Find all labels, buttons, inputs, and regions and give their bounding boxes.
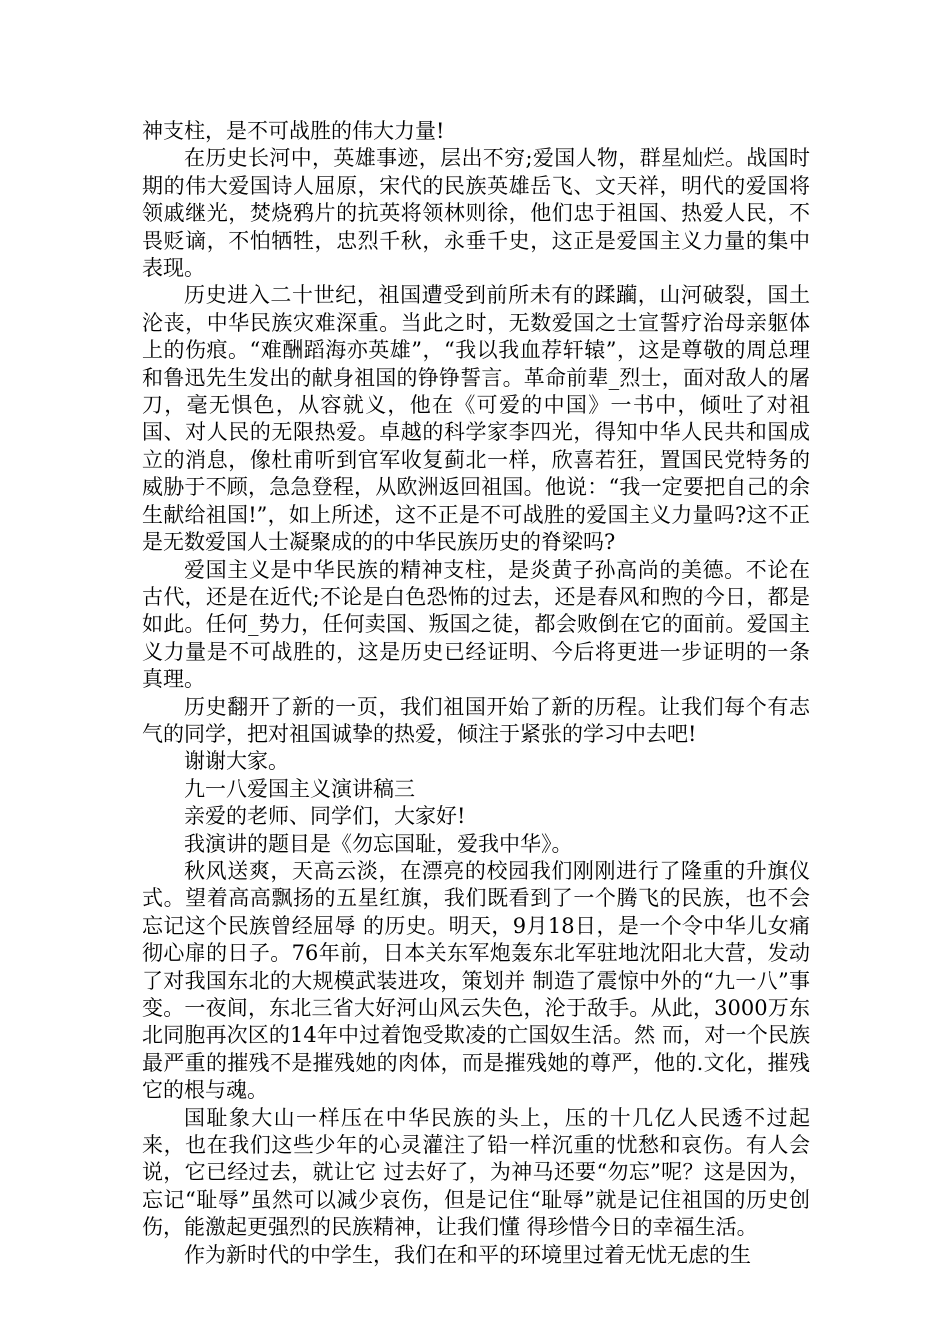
paragraph: 爱国主义是中华民族的精神支柱，是炎黄子孙高尚的美德。不论在古代，还是在近代;不论是白色恐怖的过去，还是春风和煦的今日，都是如此。任何_势力，任何卖国、叛国之徒，都会败倒在它的面前。爱国主义力量是不可战胜的，这是历史已经证明、今后将更进一步证明的一条真理。 xyxy=(142,557,810,692)
greeting: 亲爱的老师、同学们，大家好! xyxy=(184,804,466,829)
paragraph: 作为新时代的中学生，我们在和平的环境里过着无忧无虑的生 xyxy=(184,1242,751,1267)
paragraph: 历史进入二十世纪，祖国遭受到前所未有的蹂躏，山河破裂，国土沦丧，中华民族灾难深重。当此之时，无数爱国之士宣誓疗治母亲躯体上的伤痕。“难酬蹈海亦英雄”，“我以我血荐轩辕”，这是尊敬的周总理和鲁迅先生发出的献身祖国的铮铮誓言。革命前辈_烈士，面对敌人的屠刀，毫无惧色，从容就义，他在《可爱的中国》一书中，倾吐了对祖国、对人民的无限热爱。卓越的科学家李四光，得知中华人民共和国成立的消息，像杜甫听到官军收复蓟北一样，欣喜若狂，置国民党特务的威胁于不顾，急急登程，从欧洲返回祖国。他说：“我一定要把自己的余生献给祖国!”，如上所述，这不正是不可战胜的爱国主义力量吗?这不正是无数爱国人士凝聚成的的中华民族历史的脊梁吗? xyxy=(142,283,810,555)
paragraph: 历史翻开了新的一页，我们祖国开始了新的历程。让我们每个有志气的同学，把对祖国诚挚的热爱，倾注于紧张的学习中去吧! xyxy=(142,694,810,746)
closing-thanks: 谢谢大家。 xyxy=(184,749,289,774)
paragraph: 神支柱，是不可战胜的伟大力量! xyxy=(142,119,445,143)
paragraph: 秋风送爽，天高云淡，在漂亮的校园我们刚刚进行了隆重的升旗仪式。望着高高飘扬的五星红旗，我们既看到了一个腾飞的民族，也不会忘记这个民族曾经屈辱 的历史。明天，9月18日，是一个令中华儿女痛彻心扉的日子。76年前，日本关东军炮轰东北军驻地沈阳北大营，发动了对我国东北的大规模武装进攻，策划并 制造了震惊中外的“九一八”事变。一夜间，东北三省大好河山风云失色，沦于敌手。从此，3000万东北同胞再次区的14年中过着饱受欺凌的亡国奴生活。然 而，对一个民族最严重的摧残不是摧残她的肉体，而是摧残她的尊严，他的.文化，摧残它的根与魂。 xyxy=(142,858,810,1103)
speech-topic: 我演讲的题目是《勿忘国耻，爱我中华》。 xyxy=(184,831,573,856)
paragraph: 国耻象大山一样压在中华民族的头上，压的十几亿人民透不过起来，也在我们这些少年的心灵灌注了铅一样沉重的忧愁和哀伤。有人会说，它已经过去，就让它 过去好了，为神马还要“勿忘”呢？这是因为，忘记“耻辱”虽然可以减少哀伤，但是记住“耻辱”就是记住祖国的历史创伤，能激起更强烈的民族精神，让我们懂 得珍惜今日的幸福生活。 xyxy=(142,1105,810,1240)
paragraph: 在历史长河中，英雄事迹，层出不穷;爱国人物，群星灿烂。战国时期的伟大爱国诗人屈原，宋代的民族英雄岳飞、文天祥，明代的爱国将领戚继光，焚烧鸦片的抗英将领林则徐，他们忠于祖国、热爱人民，不畏贬谪，不怕牺牲，忠烈千秋，永垂千史，这正是爱国主义力量的集中表现。 xyxy=(142,146,810,281)
document-page xyxy=(142,118,810,1269)
section-title: 九一八爱国主义演讲稿三 xyxy=(184,776,415,801)
